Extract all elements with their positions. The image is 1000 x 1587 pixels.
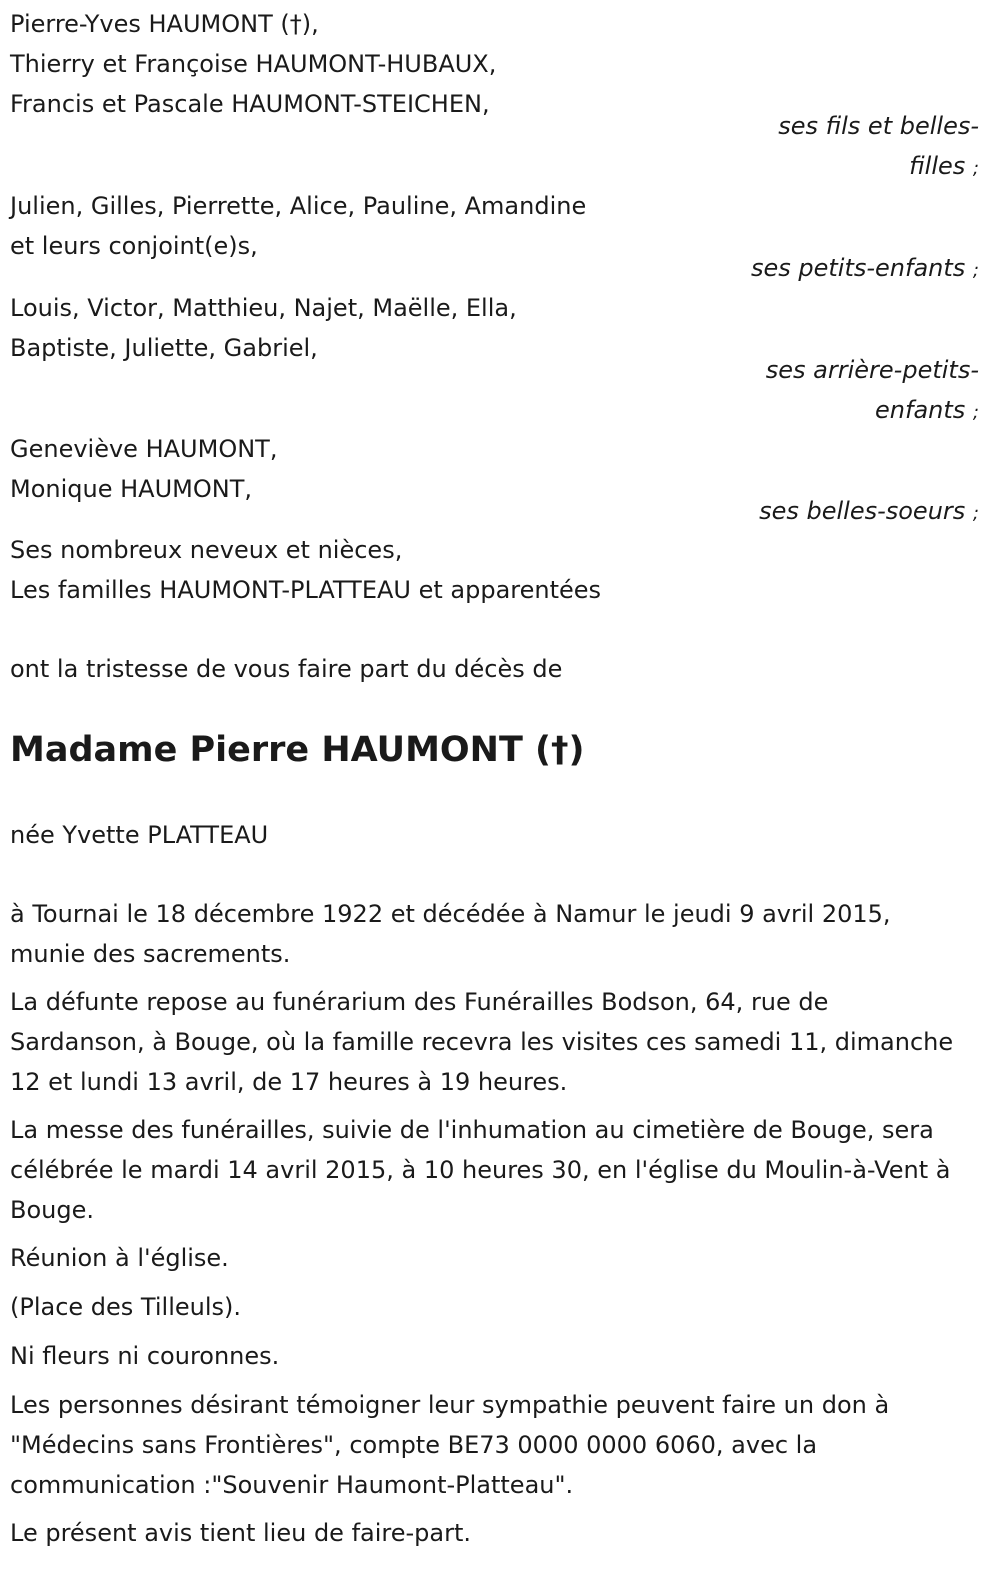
relation-sons-line-2 <box>909 146 979 189</box>
relation-sisters-in-law-text: ses belles-soeurs <box>759 497 966 525</box>
relation-sisters-in-law <box>759 491 979 534</box>
family-line-great-grandchildren-2: Baptiste, Juliette, Gabriel, <box>10 334 318 362</box>
detail-meeting: Réunion à l'église. <box>10 1244 229 1272</box>
detail-place: (Place des Tilleuls). <box>10 1293 241 1321</box>
family-line-sister-in-law-1: Geneviève HAUMONT, <box>10 435 278 463</box>
relation-separator: ; <box>972 158 979 179</box>
relation-grandchildren-text: ses petits-enfants <box>750 254 966 282</box>
relation-sons-line-1: ses fils et belles- <box>778 112 979 140</box>
detail-notice: Le présent avis tient lieu de faire-part. <box>10 1519 472 1547</box>
detail-no-flowers: Ni fleurs ni couronnes. <box>10 1342 280 1370</box>
family-line-son-3: Francis et Pascale HAUMONT-STEICHEN, <box>10 90 490 118</box>
relation-great-grandchildren-text: enfants <box>875 396 966 424</box>
family-line-sister-in-law-2: Monique HAUMONT, <box>10 475 252 503</box>
relation-grandchildren <box>751 248 979 291</box>
detail-donation: Les personnes désirant témoigner leur sympathie peuvent faire un don à "Médecins sans Frontières", compte BE73 0000 0000 6060, avec la communication :"Souvenir Haumont-Platteau". <box>10 1391 890 1499</box>
relation-great-grandchildren-line-1: ses arrière-petits- <box>765 356 979 384</box>
family-line-others-1: Ses nombreux neveux et nièces, <box>10 536 403 564</box>
detail-funeral-mass: La messe des funérailles, suivie de l'inhumation au cimetière de Bouge, sera célébrée le mardi 14 avril 2015, à 10 heures 30, en l'église du Moulin-à-Vent à Bouge. <box>10 1116 951 1224</box>
deceased-maiden-name: née Yvette PLATTEAU <box>10 821 269 849</box>
relation-sons-text: filles <box>909 152 966 180</box>
family-line-son-2: Thierry et Françoise HAUMONT-HUBAUX, <box>10 50 497 78</box>
family-line-great-grandchildren-1: Louis, Victor, Matthieu, Najet, Maëlle, Ella, <box>10 294 517 322</box>
family-line-grandchildren-1: Julien, Gilles, Pierrette, Alice, Pauline, Amandine <box>10 192 587 220</box>
detail-birth-death: à Tournai le 18 décembre 1922 et décédée à Namur le jeudi 9 avril 2015, munie des sacrements. <box>10 900 891 968</box>
relation-separator: ; <box>972 260 979 281</box>
family-line-others-2: Les familles HAUMONT-PLATTEAU et apparentées <box>10 576 602 604</box>
family-line-son-1: Pierre-Yves HAUMONT (†), <box>10 10 319 38</box>
announcement-text: ont la tristesse de vous faire part du décès de <box>10 655 563 683</box>
deceased-name: Madame Pierre HAUMONT (†) <box>10 730 585 770</box>
relation-separator: ; <box>972 402 979 423</box>
family-line-grandchildren-2: et leurs conjoint(e)s, <box>10 232 258 260</box>
detail-visitation: La défunte repose au funérarium des Funérailles Bodson, 64, rue de Sardanson, à Bouge, où la famille recevra les visites ces samedi 11, dimanche 12 et lundi 13 avril, de 17 heures à 19 heures. <box>10 988 954 1096</box>
relation-separator: ; <box>972 503 979 524</box>
relation-great-grandchildren-line-2 <box>875 390 979 433</box>
